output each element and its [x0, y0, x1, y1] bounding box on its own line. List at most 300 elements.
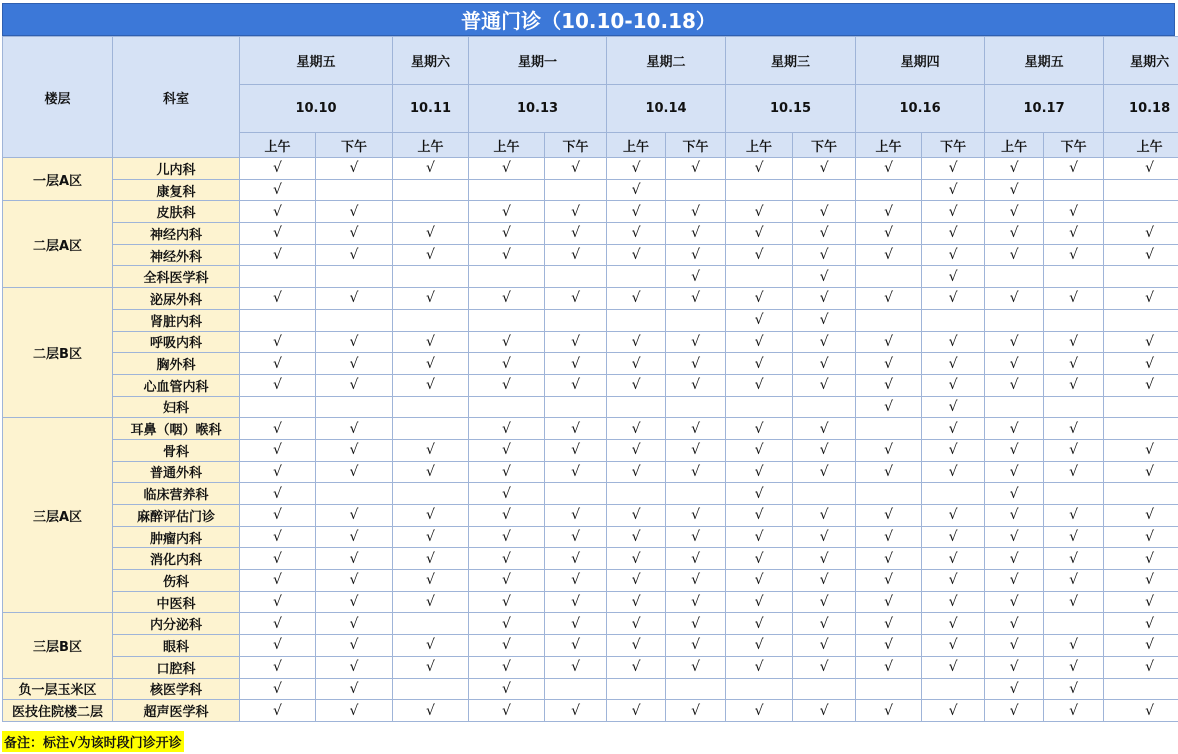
schedule-row: [3, 266, 1178, 288]
open-check-mark: √: [922, 158, 985, 180]
open-check-mark: √: [469, 656, 545, 678]
open-check-mark: √: [1044, 505, 1104, 527]
empty-slot-cell: [545, 678, 607, 700]
open-check-mark: √: [316, 461, 393, 483]
open-check-mark: √: [1044, 700, 1104, 722]
schedule-sheet: [2, 3, 1175, 722]
open-check-mark: √: [793, 331, 856, 353]
department-cell: 妇科: [113, 396, 240, 418]
open-check-mark: √: [666, 700, 726, 722]
department-cell: 眼科: [113, 635, 240, 657]
open-check-mark: √: [240, 548, 316, 570]
open-check-mark: √: [240, 570, 316, 592]
empty-slot-cell: [240, 266, 316, 288]
empty-slot-cell: [316, 396, 393, 418]
schedule-row: [3, 526, 1178, 548]
open-check-mark: √: [985, 635, 1044, 657]
open-check-mark: √: [666, 158, 726, 180]
open-check-mark: √: [469, 353, 545, 375]
empty-slot-cell: [922, 483, 985, 505]
open-check-mark: √: [545, 158, 607, 180]
open-check-mark: √: [1104, 505, 1178, 527]
open-check-mark: √: [1044, 591, 1104, 613]
open-check-mark: √: [1044, 418, 1104, 440]
open-check-mark: √: [985, 353, 1044, 375]
open-check-mark: √: [726, 656, 793, 678]
open-check-mark: √: [1104, 548, 1178, 570]
open-check-mark: √: [240, 635, 316, 657]
open-check-mark: √: [922, 591, 985, 613]
open-check-mark: √: [1044, 288, 1104, 310]
department-cell: 神经外科: [113, 244, 240, 266]
open-check-mark: √: [1044, 526, 1104, 548]
weekday-header: 星期二: [607, 37, 726, 85]
schedule-row: [3, 374, 1178, 396]
open-check-mark: √: [240, 179, 316, 201]
open-check-mark: √: [393, 700, 469, 722]
department-cell: 普通外科: [113, 461, 240, 483]
open-check-mark: √: [666, 223, 726, 245]
open-check-mark: √: [793, 656, 856, 678]
empty-slot-cell: [856, 309, 922, 331]
department-cell: 临床营养科: [113, 483, 240, 505]
weekday-header: 星期一: [469, 37, 607, 85]
open-check-mark: √: [856, 353, 922, 375]
open-check-mark: √: [666, 461, 726, 483]
open-check-mark: √: [793, 418, 856, 440]
empty-slot-cell: [985, 396, 1044, 418]
open-check-mark: √: [545, 288, 607, 310]
open-check-mark: √: [607, 288, 666, 310]
empty-slot-cell: [1044, 266, 1104, 288]
open-check-mark: √: [726, 526, 793, 548]
open-check-mark: √: [1104, 223, 1178, 245]
open-check-mark: √: [469, 374, 545, 396]
open-check-mark: √: [666, 505, 726, 527]
open-check-mark: √: [726, 635, 793, 657]
open-check-mark: √: [545, 353, 607, 375]
open-check-mark: √: [607, 570, 666, 592]
open-check-mark: √: [240, 439, 316, 461]
open-check-mark: √: [240, 591, 316, 613]
open-check-mark: √: [985, 244, 1044, 266]
open-check-mark: √: [316, 613, 393, 635]
department-cell: 核医学科: [113, 678, 240, 700]
open-check-mark: √: [922, 331, 985, 353]
open-check-mark: √: [726, 483, 793, 505]
open-check-mark: √: [985, 678, 1044, 700]
empty-slot-cell: [666, 678, 726, 700]
empty-slot-cell: [666, 309, 726, 331]
open-check-mark: √: [393, 570, 469, 592]
open-check-mark: √: [316, 656, 393, 678]
schedule-row: [3, 418, 1178, 440]
department-cell: 康复科: [113, 179, 240, 201]
empty-slot-cell: [545, 396, 607, 418]
open-check-mark: √: [666, 418, 726, 440]
time-slot-header: 上午: [1104, 133, 1178, 158]
open-check-mark: √: [469, 570, 545, 592]
open-check-mark: √: [545, 570, 607, 592]
open-check-mark: √: [393, 461, 469, 483]
open-check-mark: √: [1044, 678, 1104, 700]
empty-slot-cell: [545, 483, 607, 505]
open-check-mark: √: [545, 656, 607, 678]
open-check-mark: √: [469, 331, 545, 353]
open-check-mark: √: [856, 223, 922, 245]
open-check-mark: √: [607, 526, 666, 548]
weekday-header: 星期六: [393, 37, 469, 85]
weekday-header: 星期六: [1104, 37, 1178, 85]
open-check-mark: √: [666, 288, 726, 310]
schedule-row: [3, 288, 1178, 310]
open-check-mark: √: [1104, 526, 1178, 548]
open-check-mark: √: [240, 223, 316, 245]
open-check-mark: √: [666, 591, 726, 613]
open-check-mark: √: [316, 635, 393, 657]
empty-slot-cell: [856, 266, 922, 288]
open-check-mark: √: [666, 570, 726, 592]
open-check-mark: √: [793, 223, 856, 245]
legend-note: 备注：标注√为该时段门诊开诊: [2, 731, 184, 752]
open-check-mark: √: [793, 548, 856, 570]
empty-slot-cell: [1044, 613, 1104, 635]
open-check-mark: √: [1044, 570, 1104, 592]
open-check-mark: √: [726, 505, 793, 527]
open-check-mark: √: [607, 158, 666, 180]
open-check-mark: √: [545, 201, 607, 223]
open-check-mark: √: [985, 223, 1044, 245]
open-check-mark: √: [666, 548, 726, 570]
time-slot-header: 上午: [393, 133, 469, 158]
open-check-mark: √: [240, 288, 316, 310]
date-header: 10.14: [607, 85, 726, 133]
time-slot-header: 上午: [469, 133, 545, 158]
open-check-mark: √: [1104, 244, 1178, 266]
open-check-mark: √: [856, 526, 922, 548]
open-check-mark: √: [726, 439, 793, 461]
empty-slot-cell: [1104, 179, 1178, 201]
time-slot-header: 上午: [985, 133, 1044, 158]
open-check-mark: √: [545, 613, 607, 635]
empty-slot-cell: [1104, 396, 1178, 418]
open-check-mark: √: [726, 309, 793, 331]
open-check-mark: √: [856, 570, 922, 592]
open-check-mark: √: [793, 288, 856, 310]
open-check-mark: √: [793, 201, 856, 223]
open-check-mark: √: [922, 656, 985, 678]
open-check-mark: √: [1044, 223, 1104, 245]
open-check-mark: √: [316, 505, 393, 527]
empty-slot-cell: [922, 309, 985, 331]
open-check-mark: √: [922, 570, 985, 592]
weekday-header: 星期三: [726, 37, 856, 85]
schedule-row: [3, 461, 1178, 483]
open-check-mark: √: [469, 439, 545, 461]
open-check-mark: √: [469, 201, 545, 223]
empty-slot-cell: [316, 483, 393, 505]
open-check-mark: √: [666, 353, 726, 375]
open-check-mark: √: [469, 526, 545, 548]
empty-slot-cell: [985, 309, 1044, 331]
empty-slot-cell: [793, 483, 856, 505]
open-check-mark: √: [607, 418, 666, 440]
open-check-mark: √: [856, 201, 922, 223]
open-check-mark: √: [545, 548, 607, 570]
open-check-mark: √: [545, 505, 607, 527]
open-check-mark: √: [545, 331, 607, 353]
open-check-mark: √: [240, 201, 316, 223]
open-check-mark: √: [1104, 158, 1178, 180]
open-check-mark: √: [316, 353, 393, 375]
open-check-mark: √: [545, 418, 607, 440]
department-cell: 呼吸内科: [113, 331, 240, 353]
open-check-mark: √: [469, 635, 545, 657]
department-cell: 神经内科: [113, 223, 240, 245]
open-check-mark: √: [393, 223, 469, 245]
date-header: 10.13: [469, 85, 607, 133]
open-check-mark: √: [922, 439, 985, 461]
schedule-row: [3, 158, 1178, 180]
open-check-mark: √: [469, 678, 545, 700]
open-check-mark: √: [793, 700, 856, 722]
open-check-mark: √: [316, 526, 393, 548]
weekday-header: 星期四: [856, 37, 985, 85]
open-check-mark: √: [1044, 461, 1104, 483]
open-check-mark: √: [793, 570, 856, 592]
open-check-mark: √: [240, 374, 316, 396]
open-check-mark: √: [985, 331, 1044, 353]
open-check-mark: √: [666, 526, 726, 548]
open-check-mark: √: [856, 158, 922, 180]
date-header: 10.10: [240, 85, 393, 133]
empty-slot-cell: [545, 266, 607, 288]
open-check-mark: √: [666, 635, 726, 657]
schedule-row: [3, 223, 1178, 245]
open-check-mark: √: [793, 613, 856, 635]
open-check-mark: √: [607, 635, 666, 657]
open-check-mark: √: [985, 288, 1044, 310]
empty-slot-cell: [726, 396, 793, 418]
open-check-mark: √: [316, 548, 393, 570]
open-check-mark: √: [985, 570, 1044, 592]
open-check-mark: √: [793, 591, 856, 613]
department-cell: 内分泌科: [113, 613, 240, 635]
open-check-mark: √: [922, 288, 985, 310]
empty-slot-cell: [393, 613, 469, 635]
date-header: 10.16: [856, 85, 985, 133]
open-check-mark: √: [793, 505, 856, 527]
empty-slot-cell: [1104, 483, 1178, 505]
open-check-mark: √: [607, 700, 666, 722]
empty-slot-cell: [726, 266, 793, 288]
time-slot-header: 上午: [240, 133, 316, 158]
open-check-mark: √: [316, 158, 393, 180]
open-check-mark: √: [726, 591, 793, 613]
open-check-mark: √: [469, 700, 545, 722]
date-header: 10.18: [1104, 85, 1178, 133]
open-check-mark: √: [726, 223, 793, 245]
department-cell: 耳鼻（咽）喉科: [113, 418, 240, 440]
open-check-mark: √: [1044, 635, 1104, 657]
open-check-mark: √: [469, 548, 545, 570]
open-check-mark: √: [922, 244, 985, 266]
open-check-mark: √: [1104, 353, 1178, 375]
open-check-mark: √: [726, 418, 793, 440]
open-check-mark: √: [985, 461, 1044, 483]
open-check-mark: √: [985, 700, 1044, 722]
open-check-mark: √: [985, 158, 1044, 180]
empty-slot-cell: [1104, 266, 1178, 288]
empty-slot-cell: [607, 396, 666, 418]
open-check-mark: √: [316, 700, 393, 722]
open-check-mark: √: [240, 700, 316, 722]
time-slot-header: 上午: [856, 133, 922, 158]
empty-slot-cell: [393, 396, 469, 418]
open-check-mark: √: [856, 591, 922, 613]
open-check-mark: √: [856, 635, 922, 657]
open-check-mark: √: [985, 439, 1044, 461]
open-check-mark: √: [726, 201, 793, 223]
open-check-mark: √: [240, 244, 316, 266]
open-check-mark: √: [726, 158, 793, 180]
open-check-mark: √: [985, 656, 1044, 678]
open-check-mark: √: [316, 223, 393, 245]
open-check-mark: √: [1044, 439, 1104, 461]
open-check-mark: √: [316, 331, 393, 353]
open-check-mark: √: [607, 353, 666, 375]
empty-slot-cell: [469, 266, 545, 288]
open-check-mark: √: [1044, 201, 1104, 223]
department-cell: 口腔科: [113, 656, 240, 678]
open-check-mark: √: [793, 353, 856, 375]
time-slot-header: 上午: [607, 133, 666, 158]
open-check-mark: √: [545, 223, 607, 245]
open-check-mark: √: [545, 461, 607, 483]
department-cell: 全科医学科: [113, 266, 240, 288]
department-cell: 皮肤科: [113, 201, 240, 223]
open-check-mark: √: [240, 353, 316, 375]
open-check-mark: √: [922, 548, 985, 570]
empty-slot-cell: [393, 678, 469, 700]
open-check-mark: √: [922, 223, 985, 245]
open-check-mark: √: [726, 461, 793, 483]
open-check-mark: √: [922, 201, 985, 223]
schedule-title: 普通门诊（10.10-10.18）: [2, 3, 1175, 36]
open-check-mark: √: [469, 591, 545, 613]
open-check-mark: √: [607, 505, 666, 527]
empty-slot-cell: [856, 418, 922, 440]
open-check-mark: √: [793, 158, 856, 180]
schedule-row: [3, 613, 1178, 635]
open-check-mark: √: [922, 526, 985, 548]
floor-cell: 负一层玉米区: [3, 678, 113, 700]
empty-slot-cell: [469, 179, 545, 201]
empty-slot-cell: [545, 179, 607, 201]
open-check-mark: √: [1104, 288, 1178, 310]
empty-slot-cell: [607, 266, 666, 288]
empty-slot-cell: [545, 309, 607, 331]
open-check-mark: √: [922, 418, 985, 440]
empty-slot-cell: [666, 179, 726, 201]
floor-cell: 三层B区: [3, 613, 113, 678]
empty-slot-cell: [316, 266, 393, 288]
open-check-mark: √: [666, 244, 726, 266]
open-check-mark: √: [607, 613, 666, 635]
department-cell: 骨科: [113, 439, 240, 461]
empty-slot-cell: [856, 483, 922, 505]
open-check-mark: √: [1104, 331, 1178, 353]
open-check-mark: √: [240, 483, 316, 505]
empty-slot-cell: [1044, 179, 1104, 201]
empty-slot-cell: [240, 396, 316, 418]
open-check-mark: √: [469, 483, 545, 505]
open-check-mark: √: [793, 374, 856, 396]
schedule-row: [3, 591, 1178, 613]
open-check-mark: √: [793, 244, 856, 266]
open-check-mark: √: [1104, 439, 1178, 461]
open-check-mark: √: [607, 223, 666, 245]
open-check-mark: √: [666, 266, 726, 288]
open-check-mark: √: [1044, 244, 1104, 266]
schedule-table: [2, 36, 1178, 722]
open-check-mark: √: [1104, 570, 1178, 592]
empty-slot-cell: [393, 418, 469, 440]
open-check-mark: √: [393, 635, 469, 657]
department-cell: 儿内科: [113, 158, 240, 180]
schedule-row: [3, 548, 1178, 570]
open-check-mark: √: [856, 288, 922, 310]
open-check-mark: √: [393, 158, 469, 180]
open-check-mark: √: [985, 591, 1044, 613]
time-slot-header: 下午: [922, 133, 985, 158]
open-check-mark: √: [1104, 700, 1178, 722]
open-check-mark: √: [316, 244, 393, 266]
open-check-mark: √: [922, 266, 985, 288]
open-check-mark: √: [1044, 353, 1104, 375]
time-slot-header: 下午: [1044, 133, 1104, 158]
floor-cell: 二层A区: [3, 201, 113, 288]
department-cell: 肾脏内科: [113, 309, 240, 331]
date-header: 10.17: [985, 85, 1104, 133]
open-check-mark: √: [1044, 548, 1104, 570]
empty-slot-cell: [666, 483, 726, 505]
open-check-mark: √: [240, 331, 316, 353]
date-header: 10.15: [726, 85, 856, 133]
open-check-mark: √: [240, 505, 316, 527]
empty-slot-cell: [1044, 396, 1104, 418]
open-check-mark: √: [469, 418, 545, 440]
empty-slot-cell: [1044, 483, 1104, 505]
open-check-mark: √: [545, 439, 607, 461]
open-check-mark: √: [666, 331, 726, 353]
time-slot-header: 下午: [666, 133, 726, 158]
department-cell: 泌尿外科: [113, 288, 240, 310]
open-check-mark: √: [922, 613, 985, 635]
open-check-mark: √: [1044, 158, 1104, 180]
open-check-mark: √: [393, 591, 469, 613]
open-check-mark: √: [985, 548, 1044, 570]
schedule-row: [3, 656, 1178, 678]
open-check-mark: √: [726, 548, 793, 570]
open-check-mark: √: [666, 613, 726, 635]
open-check-mark: √: [856, 374, 922, 396]
open-check-mark: √: [469, 505, 545, 527]
department-cell: 麻醉评估门诊: [113, 505, 240, 527]
open-check-mark: √: [240, 678, 316, 700]
open-check-mark: √: [1104, 461, 1178, 483]
empty-slot-cell: [1104, 201, 1178, 223]
